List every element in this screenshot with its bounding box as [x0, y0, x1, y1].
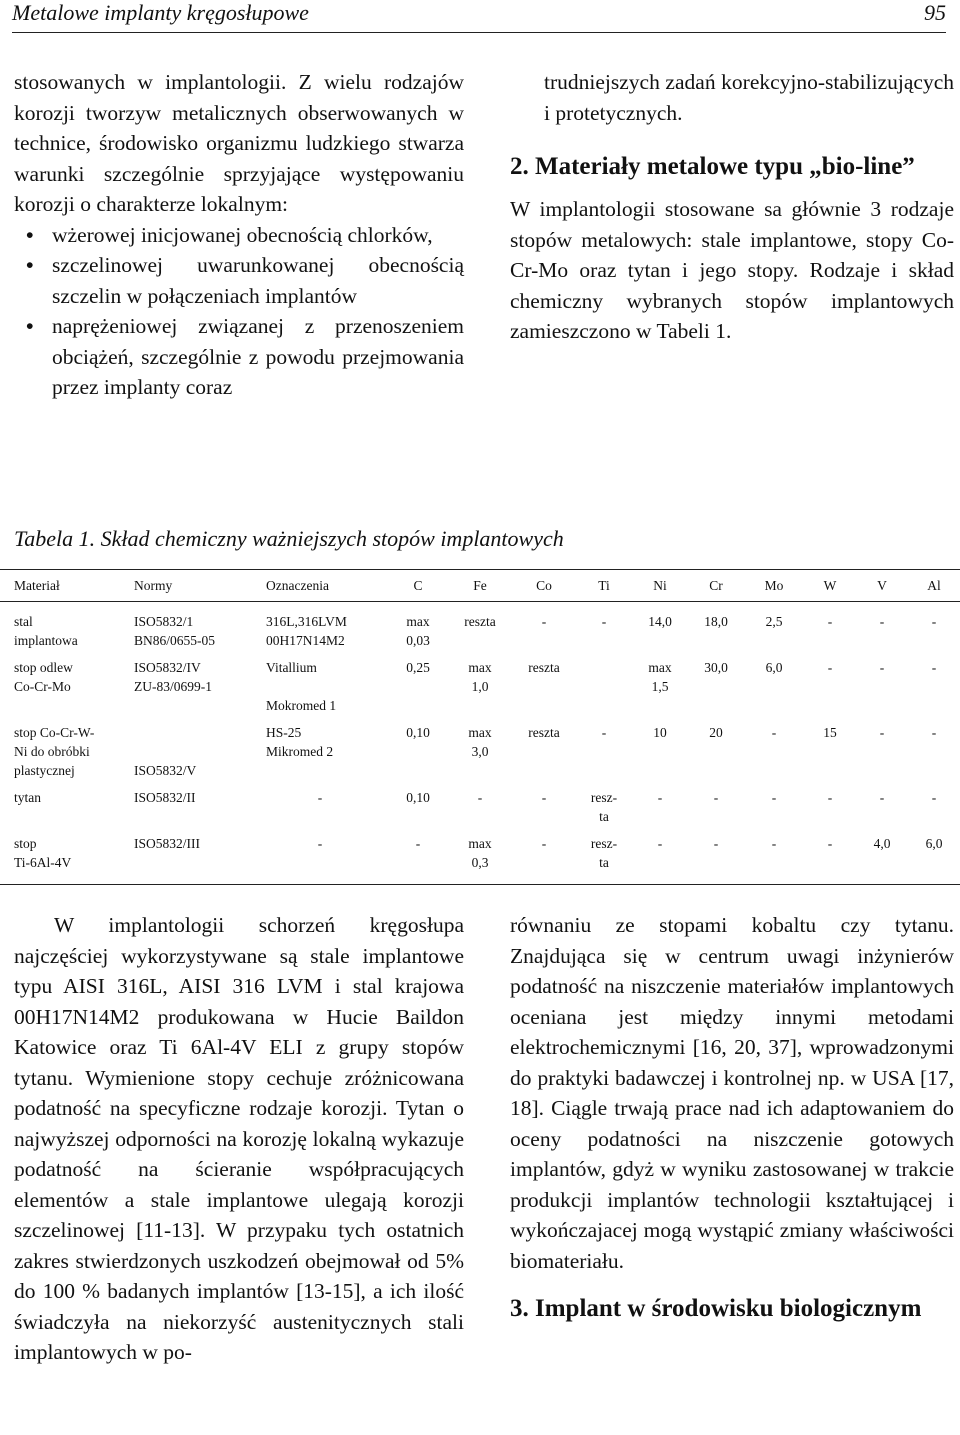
table-cell: 18,0 — [704, 614, 728, 629]
table-cell: Vitallium Mokromed 1 — [266, 660, 337, 713]
bottom-right-column — [510, 910, 954, 1326]
top-left-column — [14, 67, 464, 403]
bullet-item: • naprężeniowej związanej z przenoszeniem obciążeń, szczególnie z powodu przejmowania przez implanty coraz — [14, 311, 464, 403]
section-heading-2: 2. Materiały metalowe typu „bio-line” — [510, 153, 915, 180]
table-cell: max 0,03 — [406, 614, 430, 648]
table-cell: 10 — [653, 725, 667, 740]
continuation-text: trudniejszych zadań korekcyjno-stabilizujących i protetycznych. — [544, 70, 954, 125]
table-cell: stop Co-Cr-W- Ni do obróbki plastycznej — [14, 725, 95, 778]
bottom-left-column — [14, 910, 464, 1368]
table-cell: - — [252, 832, 388, 885]
table-cell: - — [827, 660, 833, 675]
table-cell: max 1,0 — [468, 660, 492, 694]
column-header: Oznaczenia — [252, 570, 388, 602]
table-cell: 0,10 — [406, 790, 430, 805]
table-cell: 6,0 — [765, 660, 783, 675]
table-cell: - — [657, 790, 663, 805]
table-caption: Tabela 1. Skład chemiczny ważniejszych stopów implantowych — [14, 526, 564, 551]
table-cell: - — [879, 614, 885, 629]
table-cell: - — [601, 725, 607, 740]
table-cell: ISO5832/III — [120, 832, 252, 885]
table-cell: 4,0 — [856, 832, 908, 885]
table-cell: - — [879, 790, 885, 805]
column-header: W — [804, 570, 856, 602]
table-cell: - — [771, 725, 777, 740]
running-title: Metalowe implanty kręgosłupowe — [12, 0, 309, 25]
table-cell: - — [388, 832, 448, 885]
column-header: Cr — [688, 570, 744, 602]
table-cell: - — [317, 790, 323, 805]
table-cell: reszta — [528, 660, 560, 675]
table-cell: reszta — [528, 725, 560, 740]
table-cell: ISO5832/1 BN86/0655-05 — [134, 614, 215, 648]
composition-table — [0, 569, 960, 885]
table-cell: 316L,316LVM 00H17N14M2 — [266, 614, 347, 648]
column-header: V — [856, 570, 908, 602]
table-cell: ISO5832/IV ZU-83/0699-1 — [134, 660, 212, 694]
table-cell: resz- ta — [576, 832, 632, 885]
table-cell: 0,25 — [406, 660, 430, 675]
table-cell: 6,0 — [908, 832, 960, 885]
column-header: Normy — [120, 570, 252, 602]
running-header — [12, 0, 946, 33]
table-cell: - — [771, 790, 777, 805]
bullet-item: • wżerowej inicjowanej obecnością chlorków, — [14, 220, 464, 251]
implant-steels-paragraph: W implantologii schorzeń kręgosłupa najczęściej wykorzystywane są stale implantowe typu AISI 316L, AISI 316 LVM i stal krajowa 00H17N14M2 produkowana w Hucie Baildon Katowice oraz Ti 6Al-4V ELI z grupy stopów tytanu. Wymienione stopy cechuje zróżnicowana podatność na specyficzne rodzaje korozji. Tytan o najwyższej odporności na korozję lokalną wykazuje podatność na ścieranie współpracujących elementów a stale implantowe ulegają korozji szczelinowej [11-13]. W przypaku tych ostatnich zakres stwierdzonych uszkodzeń obejmował od 5% do 100 % badanych implantów [13-15], a ich ilość świadczyła na niekorzyść austenitycznych stali implantowych w po- — [14, 913, 464, 1364]
column-header: Al — [908, 570, 960, 602]
table-cell: 20 — [709, 725, 723, 740]
bullet-item: • szczelinowej uwarunkowanej obecnością szczelin w połączeniach implantów — [14, 250, 464, 311]
table-cell: tytan — [14, 790, 41, 805]
table-cell: - — [601, 614, 607, 629]
table-cell: - — [827, 790, 833, 805]
column-header: Co — [512, 570, 576, 602]
table-cell: max 3,0 — [468, 725, 492, 759]
table-cell: reszta — [464, 614, 496, 629]
corrosion-types-list — [14, 220, 464, 403]
table-cell: ISO5832/V — [134, 763, 197, 778]
table-row — [0, 721, 960, 786]
table-row — [0, 656, 960, 721]
table-cell: 2,5 — [765, 614, 783, 629]
table-cell: 15 — [823, 725, 837, 740]
table-cell: - — [879, 660, 885, 675]
table-cell: - — [541, 790, 547, 805]
table-cell: HS-25 Mikromed 2 — [266, 725, 334, 759]
table-cell: resz- ta — [590, 790, 618, 824]
table-cell: - — [879, 725, 885, 740]
column-header: C — [388, 570, 448, 602]
column-header: Ni — [632, 570, 688, 602]
table-cell: ISO5832/II — [134, 790, 196, 805]
top-right-column — [510, 67, 954, 347]
table-cell: 14,0 — [648, 614, 672, 629]
table-row — [0, 832, 960, 885]
table-cell: - — [688, 832, 744, 885]
table-cell: - — [931, 790, 937, 805]
table-cell: - — [541, 614, 547, 629]
table-cell: stop odlew Co-Cr-Mo — [14, 660, 73, 694]
table-row — [0, 602, 960, 657]
table-cell: - — [931, 614, 937, 629]
column-header: Mo — [744, 570, 804, 602]
electrochemical-paragraph: równaniu ze stopami kobaltu czy tytanu. Znajdująca się w centrum uwagi inżynierów podatność na niszczenie materiałów implantowych oceniana jest między innymi metodami elektrochemicznymi [16, 20, 37], wprowadzonymi do praktyki badawczej i kontrolnej np. w USA [17, 18]. Ciągle trwają prace nad ich adaptowaniem do oceny podatności na niszczenie gotowych implantów, gdyż w wyniku zastosowanej w trakcie produkcji implantów technologii kształtującej i wykończajacej mogą wystąpić zmiany właściwości biomateriału. — [510, 913, 954, 1273]
column-header: Materiał — [0, 570, 120, 602]
column-header: Ti — [576, 570, 632, 602]
table-cell: max 1,5 — [648, 660, 672, 694]
table-cell: - — [931, 660, 937, 675]
table-cell: 30,0 — [704, 660, 728, 675]
table-cell: stop Ti-6Al-4V — [0, 832, 120, 885]
table-cell: max 0,3 — [448, 832, 512, 885]
table-row — [0, 786, 960, 832]
table-cell: - — [512, 832, 576, 885]
table-header-row — [0, 570, 960, 602]
table-cell: - — [931, 725, 937, 740]
table-cell: - — [632, 832, 688, 885]
section-heading-3: 3. Implant w środowisku biologicznym — [510, 1295, 922, 1322]
table-cell: - — [744, 832, 804, 885]
table-cell: - — [804, 832, 856, 885]
materials-paragraph: W implantologii stosowane sa głównie 3 rodzaje stopów metalowych: stale implantowe, stopy Co-Cr-Mo oraz tytan i jego stopy. Rodzaje i skład chemiczny wybranych stopów implantowych zamieszczono w Tabeli 1. — [510, 197, 954, 343]
intro-paragraph: stosowanych w implantologii. Z wielu rodzajów korozji tworzyw metalicznych obserwowanych w technice, środowisko organizmu ludzkiego stwarza warunki szczególnie sprzyjające występowaniu korozji o charakterze lokalnym: — [14, 70, 464, 216]
table-cell: 0,10 — [406, 725, 430, 740]
table-cell — [576, 656, 632, 721]
table-cell: - — [827, 614, 833, 629]
page-number: 95 — [924, 0, 946, 25]
table-cell: - — [477, 790, 483, 805]
table-cell: stal implantowa — [14, 614, 78, 648]
column-header: Fe — [448, 570, 512, 602]
table-cell: - — [713, 790, 719, 805]
